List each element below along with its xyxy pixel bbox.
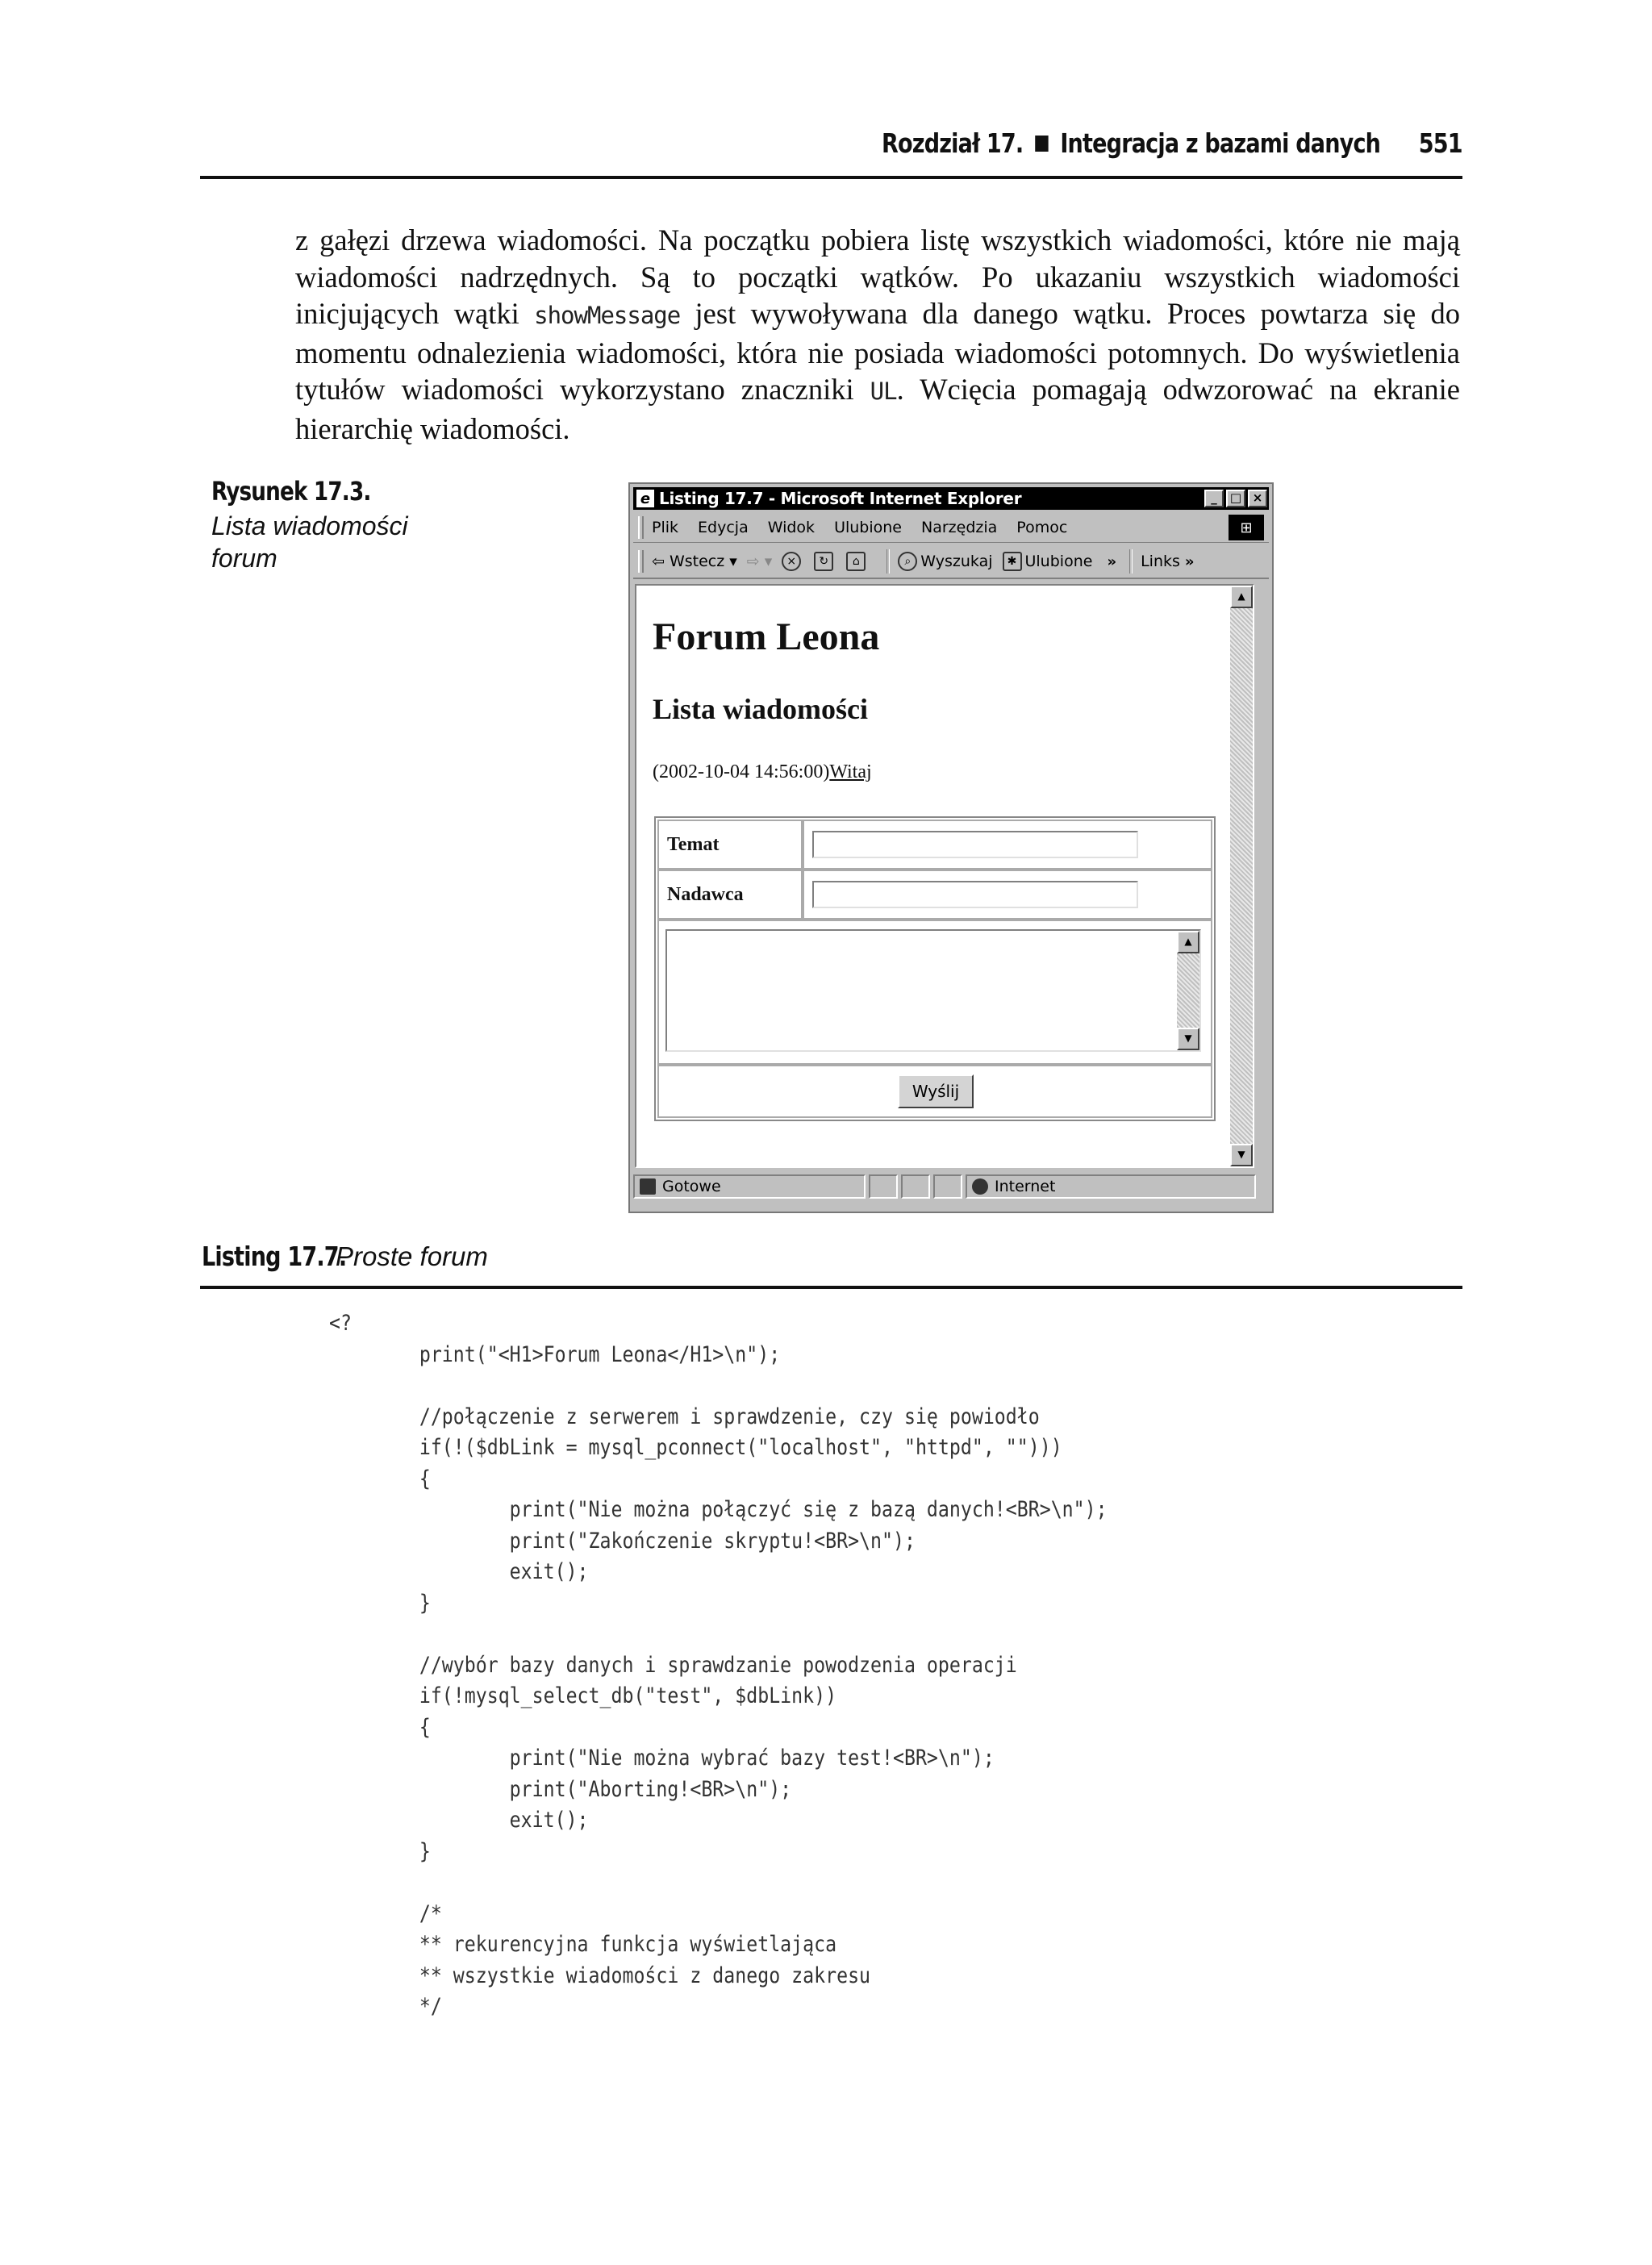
textarea-scrollbar[interactable]: [1177, 931, 1199, 1050]
zone-pane: [966, 1174, 1256, 1199]
ie-logo-icon: e: [636, 490, 654, 507]
menu-bar: [633, 513, 1269, 543]
sender-label-cell: [657, 870, 803, 920]
message-link[interactable]: Witaj: [829, 761, 872, 782]
maximize-button[interactable]: □: [1226, 490, 1245, 507]
chevron-right-icon[interactable]: »: [1107, 553, 1117, 570]
chevron-right-icon: »: [1184, 553, 1195, 570]
scroll-down-icon[interactable]: ▼: [1177, 1028, 1199, 1050]
menu-view[interactable]: Widok: [767, 519, 816, 536]
figure-caption: [211, 476, 453, 574]
page-number: 551: [1418, 127, 1462, 159]
window-title: Listing 17.7 - Microsoft Internet Explorer: [659, 489, 1022, 508]
code-listing: <? print("<H1>Forum Leona</H1>\n"); //połączenie z serwerem i sprawdzenie, czy się powiodło if(!($dbLink = mysql_pconnect("localhost", "httpd", ""))) { print("Nie można połączyć się z bazą danych!<BR>\n"); print("Zakończenie skryptu!<BR>\n"); exit(); } //wybór bazy danych i sprawdzanie powodzenia operacji if(!mysql_select_db("test", $dbLink)) { print("Nie można wybrać bazy test!<BR>\n"); print("Aborting!<BR>\n"); exit(); } /* ** rekurencyjna funkcja wyświetlająca ** wszystkie wiadomości z danego zakresu */: [329, 1311, 1108, 2019]
status-pane: [901, 1174, 930, 1199]
status-pane: [933, 1174, 962, 1199]
paragraph-text: jest wywoływana dla danego wątku. Proces powtarza się do momentu odnalezienia wiadomości, która nie posiada wiadomości potomnych. Do wyświetlenia tytułów wiadomości wykorzystano znaczniki: [295, 297, 1460, 406]
submit-cell: [657, 1065, 1212, 1118]
minimize-button[interactable]: _: [1204, 490, 1224, 507]
sender-input-cell: [803, 870, 1212, 920]
home-button[interactable]: [846, 552, 869, 571]
header-rule: [200, 176, 1462, 179]
standard-toolbar: [633, 545, 1269, 579]
title-bar: [633, 487, 1269, 510]
status-bar: [633, 1171, 1269, 1202]
search-label: Wyszukaj: [920, 553, 993, 570]
status-text: Gotowe: [662, 1178, 721, 1195]
toolbar-separator: [1129, 549, 1133, 574]
page-heading: Forum Leona: [653, 615, 880, 658]
favorites-button[interactable]: [1003, 552, 1093, 571]
refresh-icon: ↻: [814, 552, 833, 571]
favorites-label: Ulubione: [1024, 553, 1093, 570]
page-scrollbar[interactable]: [1230, 586, 1253, 1166]
links-label: Links: [1141, 553, 1180, 570]
menu-favorites[interactable]: Ulubione: [834, 519, 902, 536]
back-arrow-icon: ⇦: [652, 553, 670, 570]
status-pane: [869, 1174, 898, 1199]
body-cell: [657, 920, 1212, 1065]
toolbar-grip[interactable]: [638, 516, 644, 539]
scroll-up-icon[interactable]: ▲: [1230, 586, 1253, 608]
post-form: [654, 816, 1216, 1121]
star-icon: ✱: [1003, 552, 1022, 571]
figure-number: Rysunek 17.3.: [211, 476, 371, 507]
menu-edit[interactable]: Edycja: [698, 519, 749, 536]
body-paragraph: [295, 222, 1460, 447]
sender-label: Nadawca: [667, 884, 744, 905]
status-text-pane: [633, 1174, 866, 1199]
subject-input-cell: [803, 820, 1212, 870]
listing-caption: [202, 1241, 488, 1272]
figure-title: Lista wiadomości forum: [211, 511, 408, 573]
back-label: Wstecz: [669, 553, 725, 570]
search-button[interactable]: [898, 552, 992, 571]
menu-tools[interactable]: Narzędzia: [921, 519, 998, 536]
paragraph-text: . Wcięcia pomagają odwzorować na ekranie hierarchię wiadomości.: [295, 373, 1460, 445]
browser-window: [628, 482, 1274, 1213]
search-icon: ⌕: [898, 552, 917, 571]
page-icon: [640, 1178, 656, 1195]
listing-title: Proste forum: [336, 1241, 488, 1271]
listing-rule: [200, 1286, 1462, 1289]
listing-number: Listing 17.7.: [202, 1241, 347, 1272]
page-subheading: Lista wiadomości: [653, 693, 869, 725]
inline-code: UL: [870, 378, 897, 405]
scroll-up-icon[interactable]: ▲: [1177, 931, 1199, 953]
toolbar-grip[interactable]: [638, 550, 644, 573]
links-button[interactable]: [1141, 553, 1199, 570]
forward-arrow-icon: ⇨ ▾: [746, 553, 773, 570]
zone-text: Internet: [995, 1178, 1056, 1195]
subject-label: Temat: [667, 834, 720, 855]
menu-help[interactable]: Pomoc: [1016, 519, 1068, 536]
section-title: Integracja z bazami danych: [1060, 127, 1381, 159]
home-icon: ⌂: [846, 552, 866, 571]
running-header: [200, 127, 1462, 174]
stop-icon: ×: [782, 552, 801, 571]
menu-file[interactable]: Plik: [652, 519, 679, 536]
sender-input[interactable]: [812, 881, 1138, 908]
submit-button[interactable]: Wyślij: [898, 1074, 974, 1108]
message-date: (2002-10-04 14:56:00): [653, 761, 830, 782]
toolbar-separator: [886, 549, 890, 574]
subject-label-cell: [657, 820, 803, 870]
subject-input[interactable]: [812, 831, 1138, 858]
windows-flag-icon: ⊞: [1229, 515, 1264, 540]
chapter-label: Rozdział 17.: [882, 127, 1024, 159]
refresh-button[interactable]: [814, 552, 836, 571]
message-entry: [653, 761, 872, 783]
inline-code: showMessage: [534, 302, 681, 329]
stop-button[interactable]: [782, 552, 804, 571]
back-button[interactable]: [652, 553, 737, 570]
square-bullet-icon: [1035, 136, 1048, 152]
page-viewport: [635, 584, 1254, 1168]
close-button[interactable]: ×: [1248, 490, 1267, 507]
dropdown-arrow-icon[interactable]: ▾: [724, 553, 737, 570]
paragraph-text: z gałęzi drzewa wiadomości. Na początku pobiera listę wszystkich wiadomości, które nie mają wiadomości nadrzędnych. Są to początki wątków. Po ukazaniu wszystkich wiadomości inicjujących wątki: [295, 223, 1460, 330]
globe-icon: [972, 1178, 988, 1195]
message-textarea[interactable]: [665, 929, 1201, 1052]
forward-button[interactable]: [747, 553, 773, 570]
scroll-down-icon[interactable]: ▼: [1230, 1144, 1253, 1166]
